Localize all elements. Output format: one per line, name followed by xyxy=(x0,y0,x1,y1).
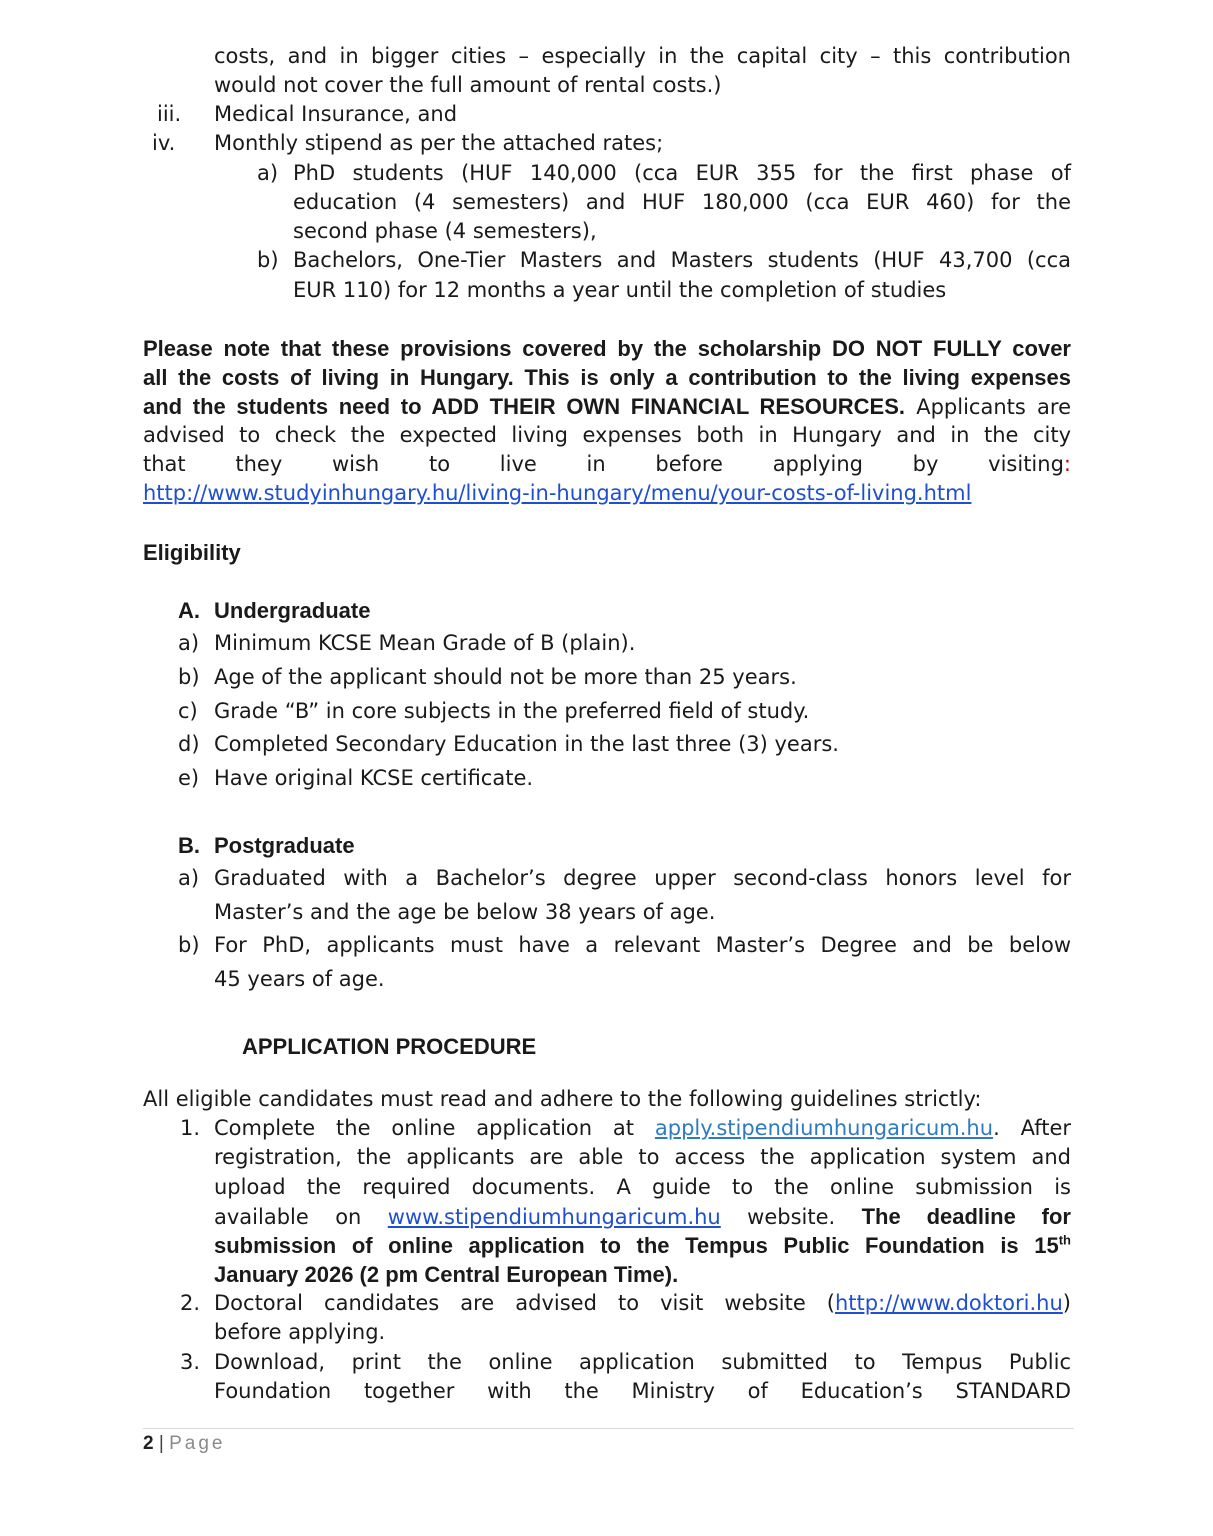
list-item-text: second phase (4 semesters), xyxy=(293,219,597,243)
list-marker: 2. xyxy=(180,1291,201,1315)
note-mixed-line xyxy=(143,394,1071,420)
undergraduate-heading: Undergraduate xyxy=(214,598,371,623)
list-item-text: registration, the applicants are able to access the application system and xyxy=(214,1145,1071,1169)
list-item-text: PhD students (HUF 140,000 (cca EUR 355 for the first phase of xyxy=(293,161,1071,185)
list-marker: a) xyxy=(178,866,200,890)
list-marker: b) xyxy=(178,933,200,957)
list-marker: b) xyxy=(257,248,279,272)
list-item-text: Master’s and the age be below 38 years of age. xyxy=(214,900,716,924)
list-item-text: Have original KCSE certificate. xyxy=(214,766,534,790)
costs-of-living-link[interactable] xyxy=(143,481,971,505)
note-colon: : xyxy=(1063,452,1071,476)
note-bold-line: Please note that these provisions covered by the scholarship DO NOT FULLY cover xyxy=(143,336,1071,361)
text-span: available on xyxy=(214,1205,388,1229)
application-procedure-heading: APPLICATION PROCEDURE xyxy=(242,1034,537,1059)
list-item-text xyxy=(214,1116,1071,1140)
apply-portal-link[interactable]: apply.stipendiumhungaricum.hu xyxy=(654,1116,994,1140)
list-item-text: 45 years of age. xyxy=(214,967,385,991)
list-item-text xyxy=(214,1291,1071,1315)
list-item-text: Grade “B” in core subjects in the preferred field of study. xyxy=(214,699,810,723)
text-span: Doctoral candidates are advised to visit website ( xyxy=(214,1291,835,1315)
note-visit-span: that they wish to live in before applying by visiting xyxy=(143,452,1064,476)
text-span: website. xyxy=(720,1205,836,1229)
list-marker: a) xyxy=(178,631,200,655)
list-item-text: Completed Secondary Education in the last three (3) years. xyxy=(214,732,839,756)
deadline-line xyxy=(214,1233,1071,1259)
stipendium-website-link[interactable]: www.stipendiumhungaricum.hu xyxy=(387,1205,721,1229)
list-item-text: Foundation together with the Ministry of Education’s STANDARD xyxy=(214,1379,1071,1403)
note-bold-span: and the students need to ADD THEIR OWN FINANCIAL RESOURCES. xyxy=(143,394,906,419)
list-item-text: Download, print the online application submitted to Tempus Public xyxy=(214,1350,1071,1374)
postgraduate-heading: Postgraduate xyxy=(214,833,355,858)
list-item-text xyxy=(214,1204,1071,1230)
list-item-text: education (4 semesters) and HUF 180,000 (cca EUR 460) for the xyxy=(293,190,1071,214)
list-marker: iv. xyxy=(152,131,176,155)
list-item-text: Minimum KCSE Mean Grade of B (plain). xyxy=(214,631,636,655)
text-span: . After xyxy=(993,1116,1072,1140)
deadline-line: January 2026 (2 pm Central European Time). xyxy=(214,1262,679,1287)
text-span: submission of online application to the Tempus Public Foundation is 15 xyxy=(214,1233,1059,1258)
footer-divider xyxy=(143,1428,1074,1429)
list-marker: 1. xyxy=(180,1116,201,1140)
list-item-text: upload the required documents. A guide to the online submission is xyxy=(214,1175,1071,1199)
list-item-text: Age of the applicant should not be more than 25 years. xyxy=(214,665,797,689)
list-item-text: Bachelors, One-Tier Masters and Masters students (HUF 43,700 (cca xyxy=(293,248,1071,272)
page-word: Page xyxy=(169,1433,226,1454)
list-marker: d) xyxy=(178,732,200,756)
section-marker: B. xyxy=(178,833,200,858)
list-item-text: Medical Insurance, and xyxy=(214,102,458,126)
list-marker: b) xyxy=(178,665,200,689)
note-rest-span: Applicants are xyxy=(905,395,1072,419)
list-item-text: EUR 110) for 12 months a year until the completion of studies xyxy=(293,278,947,302)
list-item-text: before applying. xyxy=(214,1320,386,1344)
text-span: ) xyxy=(1062,1291,1071,1315)
ordinal-suffix: th xyxy=(1058,1232,1071,1248)
page-footer xyxy=(143,1433,225,1455)
list-marker: 3. xyxy=(180,1350,201,1374)
list-item-text: Monthly stipend as per the attached rates; xyxy=(214,131,664,155)
deadline-bold-span: The deadline for xyxy=(861,1204,1071,1229)
note-line xyxy=(143,452,1071,476)
note-bold-line: all the costs of living in Hungary. This is only a contribution to the living expenses xyxy=(143,365,1071,390)
doktori-link[interactable]: http://www.doktori.hu xyxy=(835,1291,1063,1315)
note-line: advised to check the expected living expenses both in Hungary and in the city xyxy=(143,423,1071,447)
text-span: Complete the online application at xyxy=(214,1116,655,1140)
list-marker: c) xyxy=(178,699,198,723)
page-number: 2 xyxy=(143,1433,154,1454)
body-line: costs, and in bigger cities – especially in the capital city – this contribution xyxy=(214,44,1071,68)
section-marker: A. xyxy=(178,598,200,623)
body-line: would not cover the full amount of rental costs.) xyxy=(214,73,722,97)
list-item-text: For PhD, applicants must have a relevant Master’s Degree and be below xyxy=(214,933,1071,957)
list-marker: e) xyxy=(178,766,200,790)
footer-separator: | xyxy=(158,1433,164,1454)
eligibility-heading: Eligibility xyxy=(143,540,241,565)
costs-of-living-link-text[interactable]: http://www.studyinhungary.hu/living-in-hungary/menu/your-costs-of-living.html xyxy=(143,481,972,505)
list-item-text: Graduated with a Bachelor’s degree upper second-class honors level for xyxy=(214,866,1071,890)
list-marker: iii. xyxy=(157,102,182,126)
procedure-intro: All eligible candidates must read and adhere to the following guidelines strictly: xyxy=(143,1087,982,1111)
list-marker: a) xyxy=(257,161,279,185)
